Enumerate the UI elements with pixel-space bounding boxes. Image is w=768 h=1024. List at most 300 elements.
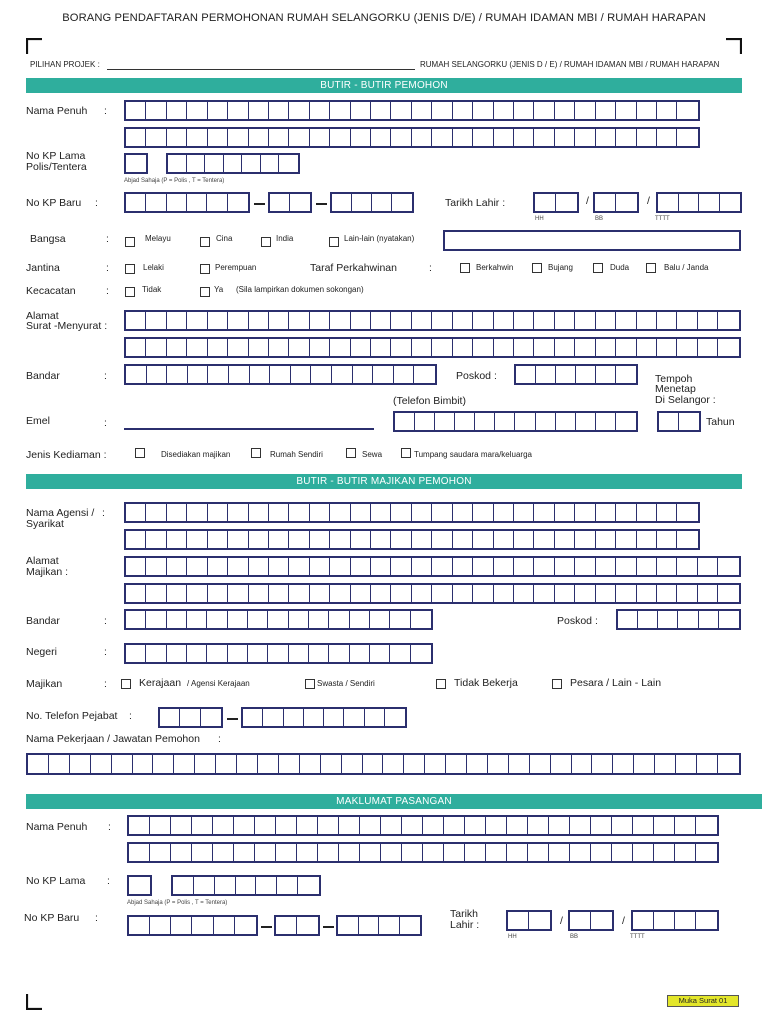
checkbox-perempuan[interactable] [200,264,210,274]
char-cell[interactable] [276,844,297,861]
char-cell[interactable] [234,844,255,861]
alamat-row-2[interactable] [124,337,741,358]
char-cell[interactable] [249,102,269,119]
char-cell[interactable] [372,194,392,211]
nama-agensi-row-1[interactable] [124,502,700,523]
char-cell[interactable] [371,558,391,575]
char-cell[interactable] [330,339,350,356]
char-cell[interactable] [329,645,349,662]
char-cell[interactable] [404,755,425,773]
char-cell[interactable] [208,366,229,383]
char-cell[interactable] [126,645,146,662]
char-cell[interactable] [414,366,435,383]
char-cell[interactable] [216,755,237,773]
nama-penuh-row-2[interactable] [124,127,700,148]
char-cell[interactable] [516,366,536,383]
tarikh-lahir-hh[interactable] [533,192,579,213]
char-cell[interactable] [187,645,207,662]
bandar-majikan-field[interactable] [124,609,433,630]
checkbox-tidak[interactable] [125,287,135,297]
char-cell[interactable] [676,755,697,773]
char-cell[interactable] [133,755,154,773]
char-cell[interactable] [494,102,514,119]
char-cell[interactable] [679,194,700,211]
char-cell[interactable] [412,102,432,119]
checkbox-lain-lain[interactable] [329,237,339,247]
checkbox-disediakan-majikan[interactable] [135,448,145,458]
char-cell[interactable] [677,129,697,146]
char-cell[interactable] [412,504,432,521]
char-cell[interactable] [494,312,514,329]
pasangan-tarikh-hh[interactable] [506,910,552,931]
char-cell[interactable] [616,585,636,602]
char-cell[interactable] [412,339,432,356]
char-cell[interactable] [309,611,329,628]
char-cell[interactable] [392,194,412,211]
char-cell[interactable] [555,585,575,602]
char-cell[interactable] [167,585,187,602]
char-cell[interactable] [637,312,657,329]
char-cell[interactable] [146,645,166,662]
nama-pekerjaan-field[interactable] [26,753,741,775]
alamat-majikan-row-1[interactable] [124,556,741,577]
char-cell[interactable] [360,844,381,861]
char-cell[interactable] [330,504,350,521]
char-cell[interactable] [360,817,381,834]
char-cell[interactable] [309,645,329,662]
char-cell[interactable] [112,755,133,773]
char-cell[interactable] [432,558,452,575]
char-cell[interactable] [126,339,146,356]
char-cell[interactable] [289,645,309,662]
char-cell[interactable] [696,817,717,834]
char-cell[interactable] [432,312,452,329]
char-cell[interactable] [339,844,360,861]
checkbox-ya[interactable] [200,287,210,297]
char-cell[interactable] [310,531,330,548]
checkbox-tumpang[interactable] [401,448,411,458]
char-cell[interactable] [596,102,616,119]
char-cell[interactable] [126,129,146,146]
char-cell[interactable] [205,155,224,172]
char-cell[interactable] [534,102,554,119]
char-cell[interactable] [150,844,171,861]
char-cell[interactable] [297,844,318,861]
char-cell[interactable] [146,312,166,329]
char-cell[interactable] [126,558,146,575]
char-cell[interactable] [657,339,677,356]
char-cell[interactable] [289,611,309,628]
char-cell[interactable] [258,755,279,773]
char-cell[interactable] [228,558,248,575]
char-cell[interactable] [432,585,452,602]
char-cell[interactable] [657,102,677,119]
char-cell[interactable] [514,102,534,119]
char-cell[interactable] [618,611,638,628]
char-cell[interactable] [289,585,309,602]
char-cell[interactable] [342,755,363,773]
char-cell[interactable] [698,312,718,329]
char-cell[interactable] [453,312,473,329]
char-cell[interactable] [250,366,271,383]
char-cell[interactable] [576,413,596,430]
char-cell[interactable] [555,558,575,575]
char-cell[interactable] [494,339,514,356]
char-cell[interactable] [514,585,534,602]
no-kp-baru-part-3[interactable] [330,192,414,213]
char-cell[interactable] [570,912,591,929]
char-cell[interactable] [188,366,209,383]
char-cell[interactable] [363,755,384,773]
char-cell[interactable] [228,194,248,211]
char-cell[interactable] [486,817,507,834]
char-cell[interactable] [150,917,171,934]
char-cell[interactable] [696,844,717,861]
char-cell[interactable] [167,312,187,329]
char-cell[interactable] [657,504,677,521]
pasangan-no-kp-baru-part-2[interactable] [274,915,320,936]
poskod-field[interactable] [514,364,638,385]
char-cell[interactable] [187,312,207,329]
char-cell[interactable] [596,504,616,521]
char-cell[interactable] [596,531,616,548]
char-cell[interactable] [208,129,228,146]
char-cell[interactable] [402,844,423,861]
char-cell[interactable] [234,817,255,834]
char-cell[interactable] [514,531,534,548]
checkbox-bujang[interactable] [532,263,542,273]
char-cell[interactable] [268,611,288,628]
char-cell[interactable] [261,155,280,172]
checkbox-duda[interactable] [593,263,603,273]
char-cell[interactable] [530,755,551,773]
char-cell[interactable] [310,585,330,602]
char-cell[interactable] [235,917,256,934]
char-cell[interactable] [534,558,554,575]
char-cell[interactable] [659,413,679,430]
char-cell[interactable] [249,504,269,521]
char-cell[interactable] [129,844,150,861]
char-cell[interactable] [514,129,534,146]
pasangan-no-kp-baru-part-3[interactable] [336,915,422,936]
char-cell[interactable] [718,312,738,329]
char-cell[interactable] [276,917,297,934]
char-cell[interactable] [269,504,289,521]
char-cell[interactable] [675,844,696,861]
nama-agensi-row-2[interactable] [124,529,700,550]
char-cell[interactable] [146,102,166,119]
char-cell[interactable] [400,917,421,934]
char-cell[interactable] [616,129,636,146]
checkbox-swasta[interactable] [305,679,315,689]
char-cell[interactable] [371,504,391,521]
char-cell[interactable] [284,709,304,726]
char-cell[interactable] [718,558,738,575]
char-cell[interactable] [658,611,678,628]
char-cell[interactable] [269,558,289,575]
char-cell[interactable] [423,817,444,834]
char-cell[interactable] [679,413,699,430]
char-cell[interactable] [494,558,514,575]
char-cell[interactable] [402,817,423,834]
char-cell[interactable] [591,912,612,929]
char-cell[interactable] [596,558,616,575]
char-cell[interactable] [146,129,166,146]
char-cell[interactable] [167,611,187,628]
char-cell[interactable] [596,312,616,329]
char-cell[interactable] [529,912,550,929]
alamat-majikan-row-2[interactable] [124,583,741,604]
no-kp-baru-part-2[interactable] [268,192,312,213]
char-cell[interactable] [411,611,431,628]
char-cell[interactable] [453,339,473,356]
char-cell[interactable] [126,312,146,329]
char-cell[interactable] [146,339,166,356]
checkbox-kerajaan[interactable] [121,679,131,689]
char-cell[interactable] [269,129,289,146]
char-cell[interactable] [453,102,473,119]
char-cell[interactable] [146,194,166,211]
char-cell[interactable] [242,155,261,172]
char-cell[interactable] [213,844,234,861]
char-cell[interactable] [228,129,248,146]
char-cell[interactable] [655,755,676,773]
char-cell[interactable] [279,755,300,773]
char-cell[interactable] [167,531,187,548]
char-cell[interactable] [168,155,187,172]
char-cell[interactable] [208,102,228,119]
char-cell[interactable] [381,844,402,861]
checkbox-pesara[interactable] [552,679,562,689]
char-cell[interactable] [371,339,391,356]
char-cell[interactable] [187,194,207,211]
char-cell[interactable] [270,366,291,383]
no-kp-lama-letter-box[interactable] [124,153,148,174]
char-cell[interactable] [473,339,493,356]
char-cell[interactable] [351,558,371,575]
char-cell[interactable] [228,102,248,119]
char-cell[interactable] [555,504,575,521]
char-cell[interactable] [228,645,248,662]
pasangan-nama-row-2[interactable] [127,842,719,863]
char-cell[interactable] [575,531,595,548]
char-cell[interactable] [536,413,556,430]
checkbox-tidak-bekerja[interactable] [436,679,446,689]
char-cell[interactable] [187,611,207,628]
char-cell[interactable] [494,504,514,521]
telefon-pejabat-code[interactable] [158,707,223,728]
char-cell[interactable] [351,312,371,329]
char-cell[interactable] [534,339,554,356]
char-cell[interactable] [297,917,318,934]
char-cell[interactable] [637,504,657,521]
char-cell[interactable] [412,129,432,146]
char-cell[interactable] [591,844,612,861]
char-cell[interactable] [575,129,595,146]
char-cell[interactable] [575,585,595,602]
char-cell[interactable] [616,339,636,356]
char-cell[interactable] [248,611,268,628]
char-cell[interactable] [330,129,350,146]
char-cell[interactable] [351,339,371,356]
char-cell[interactable] [300,755,321,773]
char-cell[interactable] [699,611,719,628]
char-cell[interactable] [637,102,657,119]
char-cell[interactable] [453,558,473,575]
char-cell[interactable] [187,504,207,521]
char-cell[interactable] [167,102,187,119]
char-cell[interactable] [575,312,595,329]
char-cell[interactable] [228,504,248,521]
char-cell[interactable] [638,611,658,628]
char-cell[interactable] [167,504,187,521]
char-cell[interactable] [696,912,717,929]
char-cell[interactable] [207,611,227,628]
char-cell[interactable] [249,339,269,356]
char-cell[interactable] [192,817,213,834]
char-cell[interactable] [698,339,718,356]
char-cell[interactable] [446,755,467,773]
char-cell[interactable] [195,755,216,773]
char-cell[interactable] [444,817,465,834]
char-cell[interactable] [167,194,187,211]
char-cell[interactable] [612,817,633,834]
char-cell[interactable] [488,755,509,773]
char-cell[interactable] [536,366,556,383]
char-cell[interactable] [270,194,290,211]
char-cell[interactable] [304,709,324,726]
char-cell[interactable] [677,585,697,602]
char-cell[interactable] [310,558,330,575]
char-cell[interactable] [269,339,289,356]
char-cell[interactable] [126,194,146,211]
checkbox-rumah-sendiri[interactable] [251,448,261,458]
char-cell[interactable] [720,194,741,211]
char-cell[interactable] [352,194,372,211]
char-cell[interactable] [310,312,330,329]
char-cell[interactable] [556,413,576,430]
pilihan-projek-line[interactable] [107,69,415,70]
char-cell[interactable] [534,504,554,521]
char-cell[interactable] [698,558,718,575]
char-cell[interactable] [129,877,150,894]
char-cell[interactable] [576,366,596,383]
char-cell[interactable] [657,585,677,602]
char-cell[interactable] [616,366,636,383]
char-cell[interactable] [657,312,677,329]
checkbox-melayu[interactable] [125,237,135,247]
char-cell[interactable] [534,129,554,146]
char-cell[interactable] [126,611,146,628]
char-cell[interactable] [718,339,738,356]
char-cell[interactable] [126,366,147,383]
char-cell[interactable] [467,755,488,773]
checkbox-cina[interactable] [200,237,210,247]
char-cell[interactable] [412,531,432,548]
char-cell[interactable] [173,877,194,894]
char-cell[interactable] [171,817,192,834]
char-cell[interactable] [269,585,289,602]
char-cell[interactable] [91,755,112,773]
checkbox-india[interactable] [261,237,271,247]
char-cell[interactable] [616,531,636,548]
char-cell[interactable] [718,585,738,602]
char-cell[interactable] [353,366,374,383]
no-kp-lama-digits[interactable] [166,153,300,174]
char-cell[interactable] [371,531,391,548]
char-cell[interactable] [171,844,192,861]
char-cell[interactable] [215,877,236,894]
char-cell[interactable] [207,645,227,662]
char-cell[interactable] [556,194,577,211]
char-cell[interactable] [390,611,410,628]
char-cell[interactable] [435,413,455,430]
char-cell[interactable] [237,755,258,773]
char-cell[interactable] [390,645,410,662]
char-cell[interactable] [575,558,595,575]
char-cell[interactable] [412,312,432,329]
char-cell[interactable] [351,129,371,146]
char-cell[interactable] [263,709,283,726]
char-cell[interactable] [381,817,402,834]
char-cell[interactable] [432,339,452,356]
char-cell[interactable] [432,102,452,119]
char-cell[interactable] [298,877,319,894]
char-cell[interactable] [612,844,633,861]
char-cell[interactable] [207,194,227,211]
char-cell[interactable] [698,585,718,602]
char-cell[interactable] [412,585,432,602]
char-cell[interactable] [415,413,435,430]
char-cell[interactable] [453,504,473,521]
char-cell[interactable] [514,339,534,356]
char-cell[interactable] [174,755,195,773]
char-cell[interactable] [229,366,250,383]
char-cell[interactable] [486,844,507,861]
emel-field[interactable] [124,428,374,430]
char-cell[interactable] [359,917,380,934]
checkbox-lelaki[interactable] [125,264,135,274]
char-cell[interactable] [208,312,228,329]
char-cell[interactable] [391,312,411,329]
char-cell[interactable] [509,755,530,773]
char-cell[interactable] [432,504,452,521]
char-cell[interactable] [194,877,215,894]
char-cell[interactable] [535,194,556,211]
char-cell[interactable] [187,339,207,356]
char-cell[interactable] [126,155,146,172]
char-cell[interactable] [167,339,187,356]
char-cell[interactable] [596,413,616,430]
char-cell[interactable] [350,611,370,628]
char-cell[interactable] [344,709,364,726]
char-cell[interactable] [228,611,248,628]
char-cell[interactable] [192,917,213,934]
no-kp-baru-part-1[interactable] [124,192,250,213]
char-cell[interactable] [596,585,616,602]
char-cell[interactable] [677,312,697,329]
char-cell[interactable] [654,844,675,861]
char-cell[interactable] [654,817,675,834]
char-cell[interactable] [370,645,390,662]
char-cell[interactable] [297,817,318,834]
char-cell[interactable] [224,155,243,172]
char-cell[interactable] [249,129,269,146]
nama-penuh-row-1[interactable] [124,100,700,121]
char-cell[interactable] [289,531,309,548]
char-cell[interactable] [473,558,493,575]
char-cell[interactable] [549,817,570,834]
